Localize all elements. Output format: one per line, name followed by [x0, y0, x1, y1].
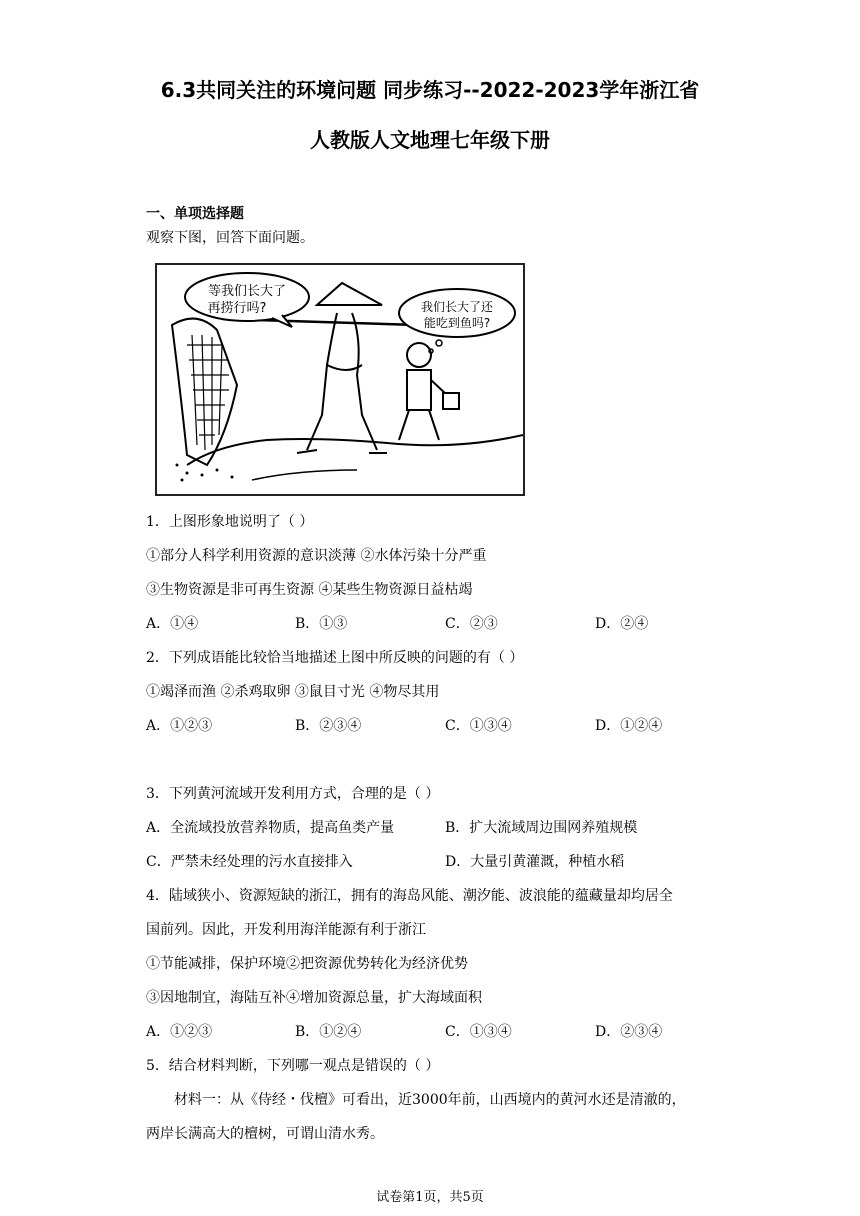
cartoon-figure: [155, 263, 525, 496]
q5-material-2: 两岸长满高大的檀树，可谓山清水秀。: [146, 1126, 384, 1142]
q2-option-b: B．②③④: [295, 718, 362, 734]
bubble-left-line2: 再捞行吗?: [207, 301, 267, 316]
section-heading: 一、单项选择题: [146, 206, 244, 222]
q4-stem-2: 国前列。因此，开发利用海洋能源有利于浙江: [146, 922, 426, 938]
bubble-right-line2: 能吃到鱼吗?: [423, 316, 491, 330]
q3-option-b: B．扩大流域周边围网养殖规模: [445, 820, 638, 836]
page-footer: 试卷第1页，共5页: [376, 1190, 484, 1205]
title-line-2: 人教版人文地理七年级下册: [310, 128, 550, 152]
q2-stem: 2．下列成语能比较恰当地描述上图中所反映的问题的有（ ）: [146, 650, 524, 666]
q1-option-a: A．①④: [146, 616, 199, 632]
q4-statements-2: ③因地制宜，海陆互补④增加资源总量，扩大海域面积: [146, 990, 482, 1006]
q4-option-b: B．①②④: [295, 1024, 362, 1040]
q3-option-d: D．大量引黄灌溉，种植水稻: [445, 854, 625, 870]
q5-stem: 5．结合材料判断，下列哪一观点是错误的（ ）: [146, 1058, 440, 1074]
q1-statements-1: ①部分人科学利用资源的意识淡薄 ②水体污染十分严重: [146, 548, 487, 564]
q4-statements-1: ①节能减排，保护环境②把资源优势转化为经济优势: [146, 956, 468, 972]
q4-option-d: D．②③④: [595, 1024, 663, 1040]
q4-stem-1: 4．陆域狭小、资源短缺的浙江，拥有的海岛风能、潮汐能、波浪能的蕴藏量却均居全: [146, 888, 673, 904]
q4-option-a: A．①②③: [146, 1024, 213, 1040]
q3-option-c: C．严禁未经处理的污水直接排入: [146, 854, 353, 870]
bubble-right-line1: 我们长大了还: [420, 300, 494, 314]
q5-material-1: 材料一：从《侍经・伐檀》可看出，近3000年前，山西境内的黄河水还是清澈的，: [174, 1092, 686, 1108]
q2-option-a: A．①②③: [146, 718, 213, 734]
cartoon-drawing: [157, 265, 523, 494]
q3-stem: 3．下列黄河流域开发利用方式，合理的是（ ）: [146, 786, 440, 802]
q2-option-d: D．①②④: [595, 718, 663, 734]
q2-option-c: C．①③④: [445, 718, 512, 734]
q3-option-a: A．全流域投放营养物质，提高鱼类产量: [146, 820, 395, 836]
intro-text: 观察下图，回答下面问题。: [146, 230, 314, 246]
q2-statements: ①竭泽而渔 ②杀鸡取卵 ③鼠目寸光 ④物尽其用: [146, 684, 440, 700]
q1-statements-2: ③生物资源是非可再生资源 ④某些生物资源日益枯竭: [146, 582, 473, 598]
q1-option-b: B．①③: [295, 616, 348, 632]
title-line-1: 6.3共同关注的环境问题 同步练习--2022-2023学年浙江省: [160, 78, 700, 102]
q4-option-c: C．①③④: [445, 1024, 512, 1040]
q1-option-c: C．②③: [445, 616, 498, 632]
q1-option-d: D．②④: [595, 616, 649, 632]
q1-stem: 1．上图形象地说明了（ ）: [146, 514, 314, 530]
bubble-left-line1: 等我们长大了: [207, 284, 287, 299]
